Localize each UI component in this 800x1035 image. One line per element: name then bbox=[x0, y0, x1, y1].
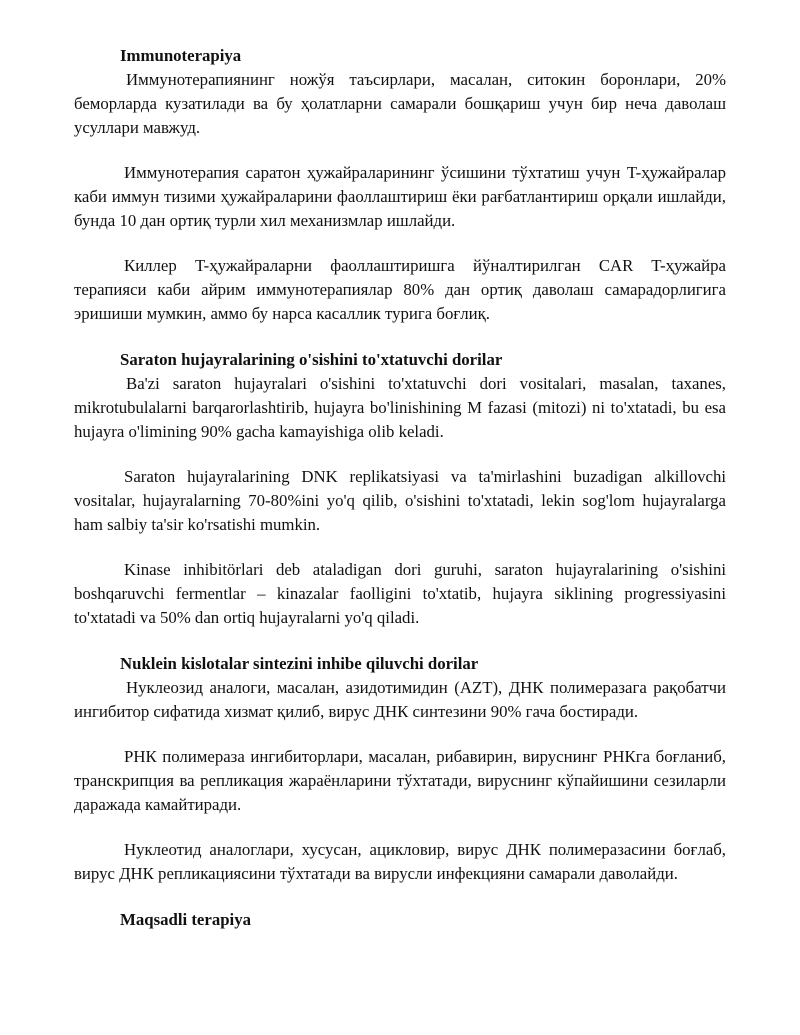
paragraph: РНК полимераза ингибиторлари, масалан, рибавирин, вируснинг РНКга боғланиб, транскрипция ва репликация жараёнларини тўхтатади, вируснинг кўпайишини сезиларли даражада камайтиради. bbox=[74, 747, 726, 814]
paragraph: Kinase inhibitörlari deb ataladigan dori guruhi, saraton hujayralarining o'sishini boshqaruvchi fermentlar – kinazalar faolligini to'xtatib, hujayra siklining progressiyasini to'xtatadi va 50% dan ortiq hujayralarni yo'q qiladi. bbox=[74, 560, 726, 627]
paragraph: Ba'zi saraton hujayralari o'sishini to'xtatuvchi dori vositalari, masalan, taxanes, mikrotubulalarni barqarorlashtirib, hujayra bo'linishining M fazasi (mitozi) ni to'xtatadi, bu esa hujayra o'limining 90% gacha kamayishiga olib keladi. bbox=[74, 374, 726, 441]
paragraph: Киллер T-ҳужайраларни фаоллаштиришга йўналтирилган CAR T-ҳужайра терапияси каби айрим иммунотерапиялар 80% дан ортиқ даволаш самарадорлигига эришиши мумкин, аммо бу нарса касаллик турига боғлиқ. bbox=[74, 256, 726, 323]
section-heading: Nuklein kislotalar sintezini inhibe qiluvchi dorilar bbox=[120, 654, 479, 673]
paragraph: Иммунотерапиянинг ножўя таъсирлари, масалан, ситокин боронлари, 20% беморларда кузатилади ва бу ҳолатларни самарали бошқариш учун бир неча даволаш усуллари мавжуд. bbox=[74, 70, 726, 137]
section-immunotherapy bbox=[74, 44, 726, 326]
section-growth-inhibitors bbox=[74, 348, 726, 630]
section-targeted-therapy bbox=[74, 908, 726, 932]
section-nucleic-acid-inhibitors bbox=[74, 652, 726, 886]
paragraph: Нуклеозид аналоги, масалан, азидотимидин (AZT), ДНК полимеразага рақобатчи ингибитор сифатида хизмат қилиб, вирус ДНК синтезини 90% гача бостиради. bbox=[74, 678, 726, 721]
paragraph: Нуклеотид аналоглари, хусусан, ацикловир, вирус ДНК полимеразасини боғлаб, вирус ДНК репликациясини тўхтатади ва вирусли инфекцияни самарали даволайди. bbox=[74, 840, 726, 883]
section-heading: Immunoterapiya bbox=[120, 46, 242, 65]
section-heading: Maqsadli terapiya bbox=[120, 910, 251, 929]
paragraph: Saraton hujayralarining DNK replikatsiyasi va ta'mirlashini buzadigan alkillovchi vositalar, hujayralarning 70-80%ini yo'q qilib, o'sishini to'xtatadi, lekin sog'lom hujayralarga ham salbiy ta'sir ko'rsatishi mumkin. bbox=[74, 467, 726, 534]
document-page bbox=[74, 44, 726, 932]
section-heading: Saraton hujayralarining o'sishini to'xtatuvchi dorilar bbox=[120, 350, 503, 369]
paragraph: Иммунотерапия саратон ҳужайраларининг ўсишини тўхтатиш учун T-ҳужайралар каби иммун тизими ҳужайраларини фаоллаштириш ёки рағбатлантириш орқали ишлайди, бунда 10 дан ортиқ турли хил механизмлар ишлайди. bbox=[74, 163, 726, 230]
